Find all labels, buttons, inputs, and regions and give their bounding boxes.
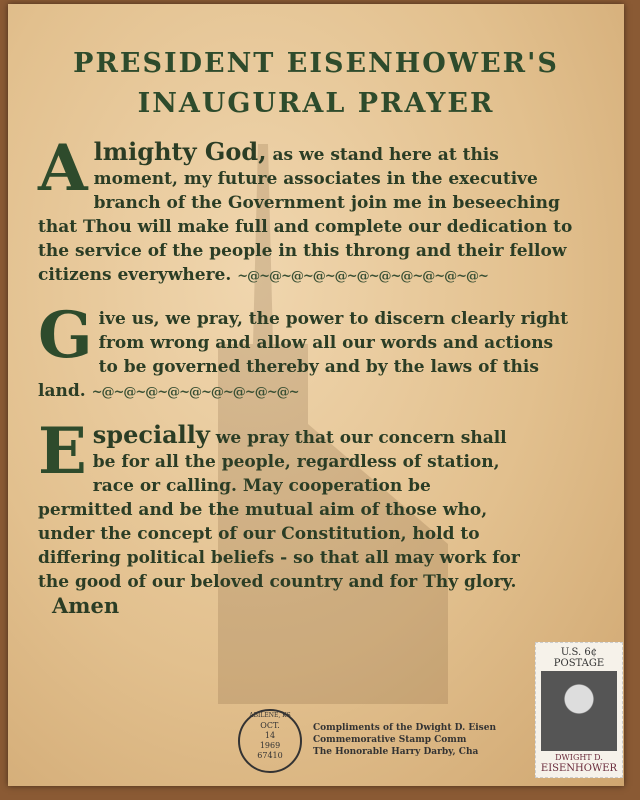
stamp-denomination: U.S. 6¢ POSTAGE xyxy=(553,647,605,669)
paragraph-text: as we stand here at this moment, my future associates in the executive branch of the Government join me in beseeching that Thou will make full and complete our dedication to the service of the people in this throng and their fellow citizens everywhere. xyxy=(38,145,573,285)
flourish-ornament: ~@~@~@~@~@~@~@~@~@~ xyxy=(91,385,299,400)
title-line-2: INAUGURAL PRAYER xyxy=(137,88,495,119)
lead-words: lmighty God, xyxy=(93,137,267,166)
paragraph-3 xyxy=(38,414,528,620)
postmark xyxy=(238,709,302,773)
title-line-1: PRESIDENT EISENHOWER'S xyxy=(73,48,559,79)
lead-words: specially xyxy=(92,420,210,449)
initial-e: E xyxy=(38,414,87,489)
initial-g: G xyxy=(38,298,93,373)
postmark-year: 1969 xyxy=(259,741,281,750)
closing-amen: Amen xyxy=(52,593,120,618)
stamp-name-1: DWIGHT D. xyxy=(555,753,603,762)
initial-a: A xyxy=(38,131,88,206)
paragraph-text: ive us, we pray, the power to discern clearly right from wrong and allow all our words and actions to be governed thereby and by the laws of this land. xyxy=(38,309,569,401)
eisenhower-stamp xyxy=(535,642,623,778)
postmark-day: 14 xyxy=(264,731,276,740)
stamp-name-2: EISENHOWER xyxy=(540,763,618,774)
postmark-place: ABILENE, KS xyxy=(249,712,291,719)
paragraph-1 xyxy=(38,131,583,289)
flourish-ornament: ~@~@~@~@~@~@~@~@~@~@~@~ xyxy=(237,269,488,284)
prayer-body xyxy=(38,131,583,638)
postmark-month: OCT. xyxy=(260,721,280,730)
compliments-line: Compliments of the Dwight D. Eisen xyxy=(313,723,497,733)
compliments-line: The Honorable Harry Darby, Cha xyxy=(313,747,479,757)
prayer-document xyxy=(8,4,624,786)
paragraph-2 xyxy=(38,298,573,405)
compliments-line: Commemorative Stamp Comm xyxy=(313,735,467,745)
compliments-cancel xyxy=(313,722,496,758)
postmark-zip: 67410 xyxy=(257,751,283,760)
paragraph-text: we pray that our concern shall be for all the people, regardless of station, race or calling. May cooperation be permitted and be the mutual aim of those who, under the concept of our Constitution, hold to differing political beliefs - so that all may work for the good of our beloved country and for Thy glory. xyxy=(38,428,520,592)
eisenhower-portrait xyxy=(541,671,617,751)
